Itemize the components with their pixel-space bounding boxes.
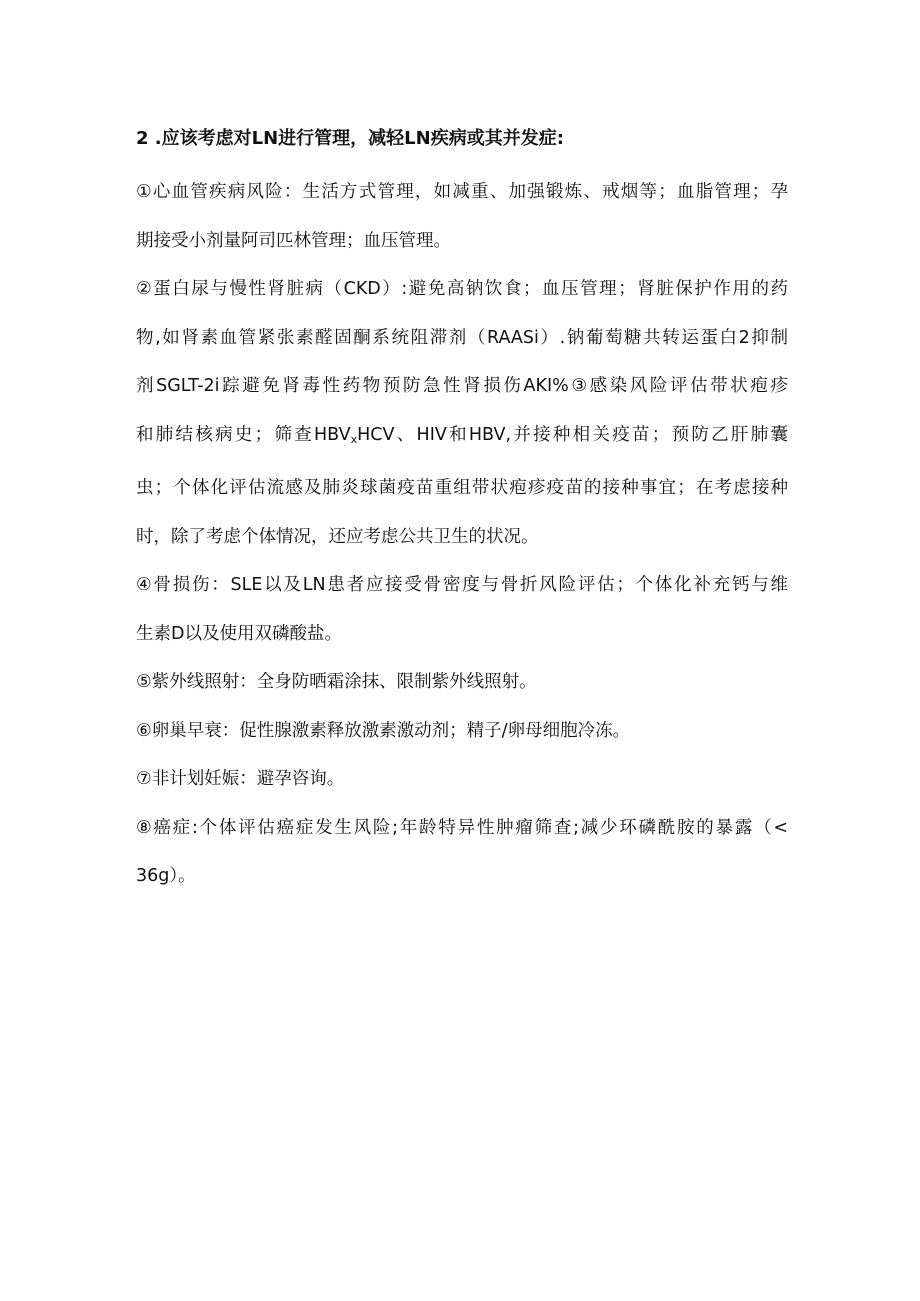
- paragraph-line: ②蛋白尿与慢性肾脏病（CKD）:避免高钠饮食；血压管理；肾脏保护作用的药: [136, 279, 788, 299]
- paragraph-line: ⑥卵巢早衰：促性腺激素释放激素激动剂；精子/卵母细胞冷冻。: [136, 720, 631, 741]
- section-heading: 2 .应该考虑对LN进行管理，减轻LN疾病或其并发症:: [136, 128, 564, 149]
- bone-injury-paragraph: [136, 561, 788, 658]
- ovarian-failure-paragraph: [136, 707, 788, 756]
- subscript-text: x: [350, 432, 358, 446]
- paragraph-line: 虫；个体化评估流感及肺炎球菌疫苗重组带状疱疹疫苗的接种事宜；在考虑接种: [136, 478, 788, 498]
- cancer-paragraph: [136, 804, 788, 901]
- paragraph-line: 期接受小剂量阿司匹林管理；血压管理。: [136, 230, 451, 251]
- uv-exposure-paragraph: [136, 658, 788, 707]
- paragraph-line: ①心血管疾病风险：生活方式管理，如减重、加强锻炼、戒烟等；血脂管理；孕: [136, 182, 788, 202]
- paragraph-line: [136, 411, 788, 465]
- paragraph-line: 生素D以及使用双磷酸盐。: [136, 623, 342, 644]
- paragraph-line: 剂SGLT-2i踪避免肾毒性药物预防急性肾损伤AKI%③感染风险评估带状疱疹: [136, 376, 788, 396]
- line-text: HCV、HIV和HBV,并接种相关疫苗；预防乙肝肺囊: [357, 424, 788, 445]
- paragraph-line: 物,如肾素血管紧张素醛固酮系统阻滞剂（RAASi）.钠葡萄糖共转运蛋白2抑制: [136, 327, 788, 348]
- line-text: 和肺结核病史；筛查HBV: [136, 424, 351, 445]
- paragraph-line: ④骨损伤：SLE以及LN患者应接受骨密度与骨折风险评估；个体化补充钙与维: [136, 575, 788, 595]
- paragraph-line: 时，除了考虑个体情况，还应考虑公共卫生的状况。: [136, 526, 539, 547]
- paragraph-line: 36g）。: [136, 866, 196, 886]
- paragraph-line: ⑤紫外线照射：全身防晒霜涂抹、限制紫外线照射。: [136, 672, 537, 692]
- paragraph-line: ⑦非计划妊娠：避孕咨询。: [136, 769, 345, 789]
- cardiovascular-risk-paragraph: [136, 168, 788, 265]
- paragraph-line: ⑧癌症:个体评估癌症发生风险;年龄特异性肿瘤筛查;减少环磷酰胺的暴露（<: [136, 817, 788, 838]
- proteinuria-ckd-paragraph: [136, 265, 788, 561]
- unplanned-pregnancy-paragraph: [136, 755, 788, 804]
- document-body: [136, 124, 788, 901]
